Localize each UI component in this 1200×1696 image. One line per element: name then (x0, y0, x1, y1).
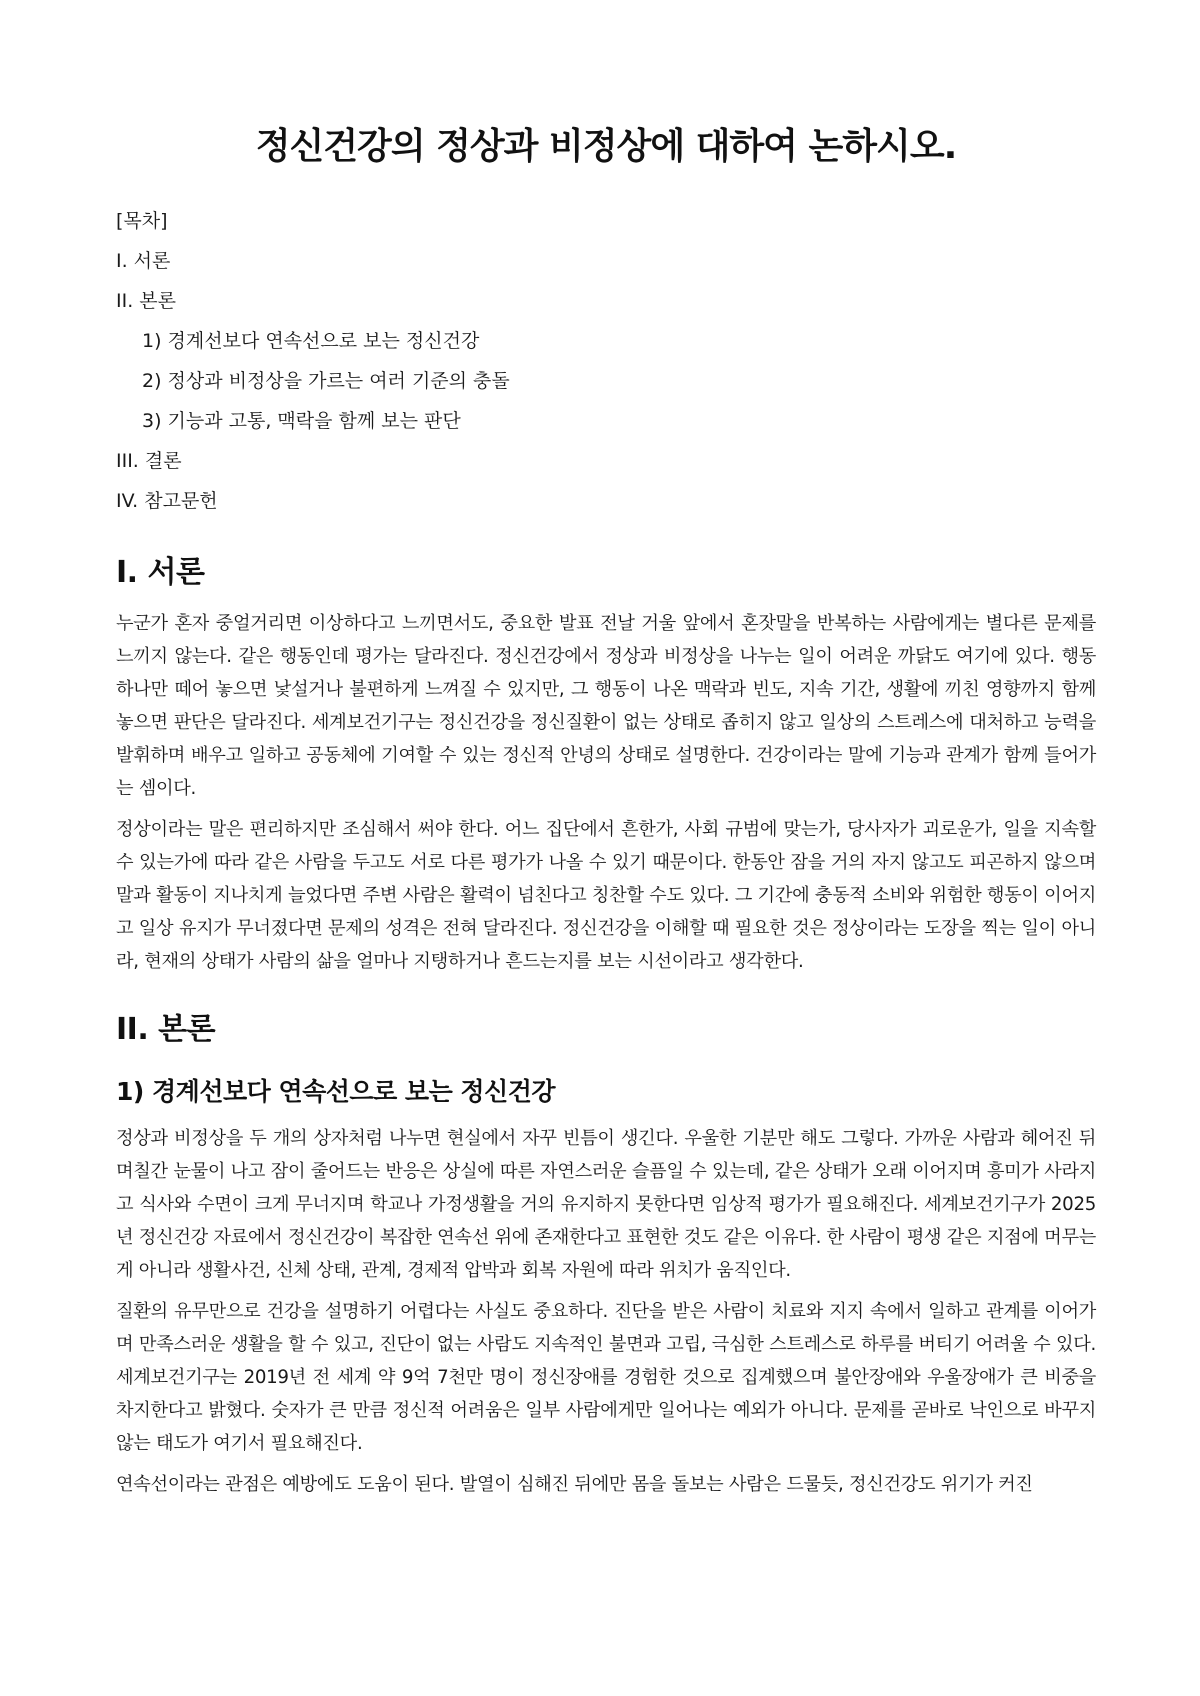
toc-item-subsection-2: 2) 정상과 비정상을 가르는 여러 기준의 충돌 (142, 370, 510, 392)
subsection-paragraph: 정상과 비정상을 두 개의 상자처럼 나누면 현실에서 자꾸 빈틈이 생긴다. 우울한 기분만 해도 그렇다. 가까운 사람과 헤어진 뒤 며칠간 눈물이 나고 잠이 줄어드는 반응은 상실에 따른 자연스러운 슬픔일 수 있는데, 같은 상태가 오래 이어지며 흥미가 사라지고 식사와 수면이 크게 무너지며 학교나 가정생활을 거의 유지하지 못한다면 임상적 평가가 필요해진다. 세계보건기구가 2025년 정신건강 자료에서 정신건강이 복잡한 연속선 위에 존재한다고 표현한 것도 같은 이유다. 한 사람이 평생 같은 지점에 머무는 게 아니라 생활사건, 신체 상태, 관계, 경제적 압박과 회복 자원에 따라 위치가 움직인다. (116, 1128, 1096, 1281)
document-page (116, 118, 1096, 1509)
toc-item-references: IV. 참고문헌 (116, 490, 218, 512)
subsection-heading-1: 1) 경계선보다 연속선으로 보는 정신건강 (116, 1077, 556, 1106)
section-heading-main-body: II. 본론 (116, 1012, 216, 1047)
subsection-paragraph: 질환의 유무만으로 건강을 설명하기 어렵다는 사실도 중요하다. 진단을 받은 사람이 치료와 지지 속에서 일하고 관계를 이어가며 만족스러운 생활을 할 수 있고, 진단이 없는 사람도 지속적인 불면과 고립, 극심한 스트레스로 하루를 버티기 어려울 수 있다. 세계보건기구는 2019년 전 세계 약 9억 7천만 명이 정신장애를 경험한 것으로 집계했으며 불안장애와 우울장애가 큰 비중을 차지한다고 밝혔다. 숫자가 큰 만큼 정신적 어려움은 일부 사람에게만 일어나는 예외가 아니다. 문제를 곧바로 낙인으로 바꾸지 않는 태도가 여기서 필요해진다. (116, 1301, 1096, 1454)
toc-heading: [목차] (116, 210, 168, 232)
toc-item-main-body: II. 본론 (116, 290, 176, 312)
toc-item-conclusion: III. 결론 (116, 450, 182, 472)
toc-item-subsection-1: 1) 경계선보다 연속선으로 보는 정신건강 (142, 330, 480, 352)
subsection-paragraph: 연속선이라는 관점은 예방에도 도움이 된다. 발열이 심해진 뒤에만 몸을 돌보는 사람은 드물듯, 정신건강도 위기가 커진 (116, 1474, 1033, 1495)
toc-item-subsection-3: 3) 기능과 고통, 맥락을 함께 보는 판단 (142, 410, 461, 432)
toc-item-introduction: I. 서론 (116, 250, 171, 272)
table-of-contents (116, 201, 1096, 521)
intro-paragraph: 누군가 혼자 중얼거리면 이상하다고 느끼면서도, 중요한 발표 전날 거울 앞에서 혼잣말을 반복하는 사람에게는 별다른 문제를 느끼지 않는다. 같은 행동인데 평가는 달라진다. 정신건강에서 정상과 비정상을 나누는 일이 어려운 까닭도 여기에 있다. 행동 하나만 떼어 놓으면 낯설거나 불편하게 느껴질 수 있지만, 그 행동이 나온 맥락과 빈도, 지속 기간, 생활에 끼친 영향까지 함께 놓으면 판단은 달라진다. 세계보건기구는 정신건강을 정신질환이 없는 상태로 좁히지 않고 일상의 스트레스에 대처하고 능력을 발휘하며 배우고 일하고 공동체에 기여할 수 있는 정신적 안녕의 상태로 설명한다. 건강이라는 말에 기능과 관계가 함께 들어가는 셈이다. (116, 613, 1096, 799)
document-title: 정신건강의 정상과 비정상에 대하여 논하시오. (255, 126, 957, 167)
section-heading-introduction: I. 서론 (116, 555, 205, 590)
intro-paragraph: 정상이라는 말은 편리하지만 조심해서 써야 한다. 어느 집단에서 흔한가, 사회 규범에 맞는가, 당사자가 괴로운가, 일을 지속할 수 있는가에 따라 같은 사람을 두고도 서로 다른 평가가 나올 수 있기 때문이다. 한동안 잠을 거의 자지 않고도 피곤하지 않으며 말과 활동이 지나치게 늘었다면 주변 사람은 활력이 넘친다고 칭찬할 수도 있다. 그 기간에 충동적 소비와 위험한 행동이 이어지고 일상 유지가 무너졌다면 문제의 성격은 전혀 달라진다. 정신건강을 이해할 때 필요한 것은 정상이라는 도장을 찍는 일이 아니라, 현재의 상태가 사람의 삶을 얼마나 지탱하거나 흔드는지를 보는 시선이라고 생각한다. (116, 819, 1096, 972)
